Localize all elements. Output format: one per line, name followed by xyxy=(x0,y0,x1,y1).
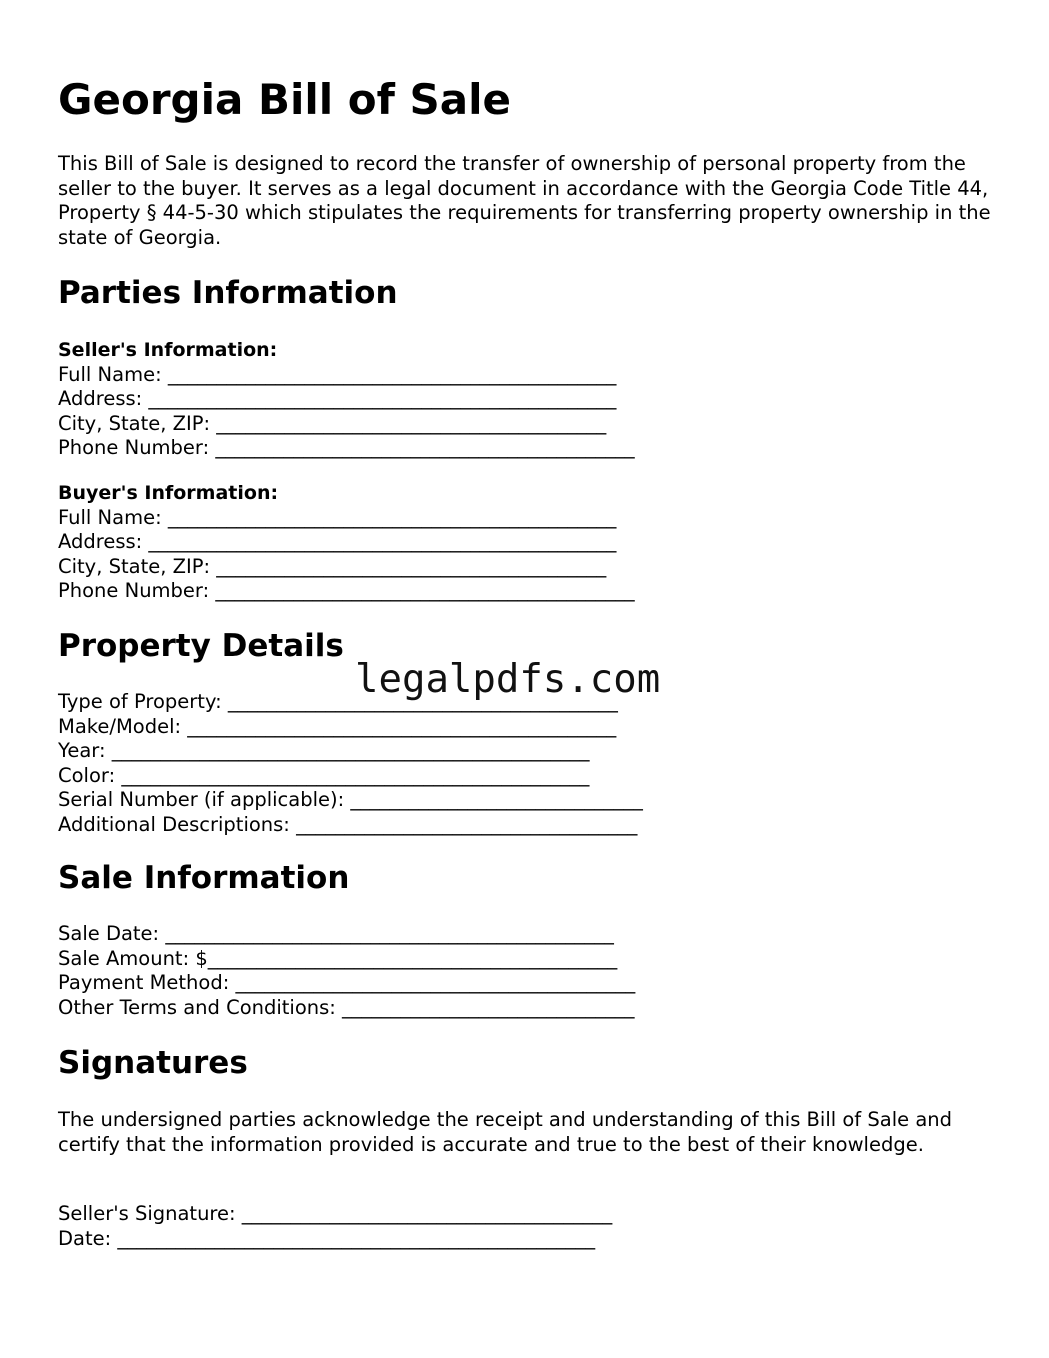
intro-paragraph: This Bill of Sale is designed to record the transfer of ownership of personal property from the seller to the buyer. It serves as a legal document in accordance with the Georgia Code Title 44, Property § 44-5-30 which stipulates the requirements for transferring property ownership in the state of Georgia. xyxy=(58,152,991,249)
sale-heading: Sale Information xyxy=(58,860,350,896)
sale-date-field: Sale Date: ______________________________________________ xyxy=(58,922,614,945)
buyer-city-state-zip-field: City, State, ZIP: ________________________________________ xyxy=(58,554,607,578)
seller-signature-field: Seller's Signature: ______________________________________ xyxy=(58,1202,613,1225)
sale-info-block xyxy=(58,922,635,1020)
buyer-info-heading: Buyer's Information: xyxy=(58,482,279,504)
property-additional-field: Additional Descriptions: ___________________________________ xyxy=(58,812,638,836)
parties-heading: Parties Information xyxy=(58,275,398,311)
property-make-model-field: Make/Model: ____________________________________________ xyxy=(58,714,617,738)
buyer-info-block xyxy=(58,481,635,604)
property-type-field: Type of Property: ________________________________________ xyxy=(58,690,618,713)
seller-city-state-zip-field: City, State, ZIP: ________________________________________ xyxy=(58,411,607,435)
document-title: Georgia Bill of Sale xyxy=(58,75,511,124)
seller-full-name-field: Full Name: ______________________________________________ xyxy=(58,362,617,386)
seller-phone-field: Phone Number: ___________________________________________ xyxy=(58,436,635,460)
sale-amount-field: Sale Amount: $__________________________________________ xyxy=(58,946,618,970)
buyer-address-field: Address: ________________________________________________ xyxy=(58,530,617,554)
seller-info-block xyxy=(58,338,635,461)
signature-date-field: Date: _________________________________________________ xyxy=(58,1226,596,1250)
signature-block xyxy=(58,1202,612,1251)
payment-method-field: Payment Method: _________________________________________ xyxy=(58,971,636,995)
property-details-block xyxy=(58,690,643,838)
signatures-heading: Signatures xyxy=(58,1045,248,1081)
signatures-paragraph: The undersigned parties acknowledge the receipt and understanding of this Bill of Sale and certify that the information provided is accurate and true to the best of their knowledge. xyxy=(58,1108,953,1156)
property-color-field: Color: ________________________________________________ xyxy=(58,763,590,787)
property-year-field: Year: _________________________________________________ xyxy=(58,739,590,763)
property-heading: Property Details xyxy=(58,628,344,664)
other-terms-field: Other Terms and Conditions: ______________________________ xyxy=(58,995,635,1019)
seller-info-heading: Seller's Information: xyxy=(58,339,278,361)
buyer-phone-field: Phone Number: ___________________________________________ xyxy=(58,579,635,603)
buyer-full-name-field: Full Name: ______________________________________________ xyxy=(58,505,617,529)
seller-address-field: Address: ________________________________________________ xyxy=(58,387,617,411)
watermark: legalpdfs.com xyxy=(355,657,661,702)
property-serial-field: Serial Number (if applicable): ______________________________ xyxy=(58,788,643,812)
